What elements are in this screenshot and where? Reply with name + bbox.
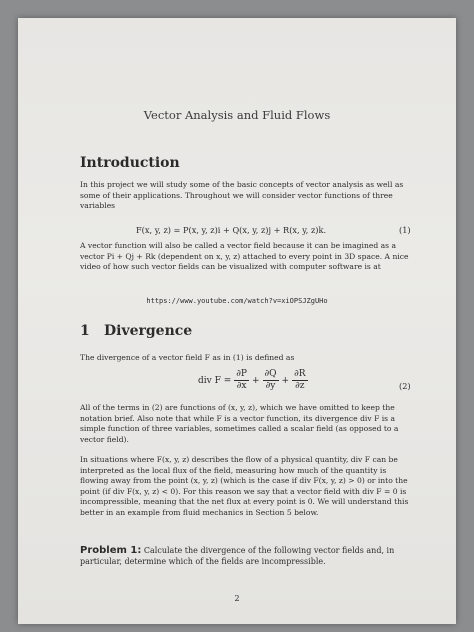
intro-paragraph-2: A vector function will also be called a vector field because it can be imagined as a vector Pi + Qj + Rk (dependent on x, y, z) attached to every point in 3D space. A nice video of how such vector fields can be visualized with computer software is at — [80, 241, 409, 272]
equation-1-number: (1) — [399, 225, 411, 235]
problem-text: Calculate the divergence of the following vector fields and, in particular, determine which of the fields are incompressible. — [80, 546, 395, 566]
fraction-dr-dz — [292, 369, 307, 392]
fraction-dq-dy — [263, 369, 279, 392]
divergence-paragraph-1: The divergence of a vector field F as in (1) is defined as — [80, 353, 295, 362]
page-number: 2 — [234, 594, 240, 603]
fraction-numerator: ∂R — [294, 369, 306, 379]
problem-label: Problem 1: — [80, 545, 142, 556]
fraction-dp-dx — [234, 369, 249, 392]
document-page — [18, 18, 456, 624]
plus-sign: + — [281, 375, 290, 386]
equation-2 — [198, 369, 311, 392]
equation-1: F(x, y, z) = P(x, y, z)i + Q(x, y, z)j + R(x, y, z)k. — [136, 225, 327, 235]
section-heading-divergence: Divergence — [104, 323, 193, 339]
fraction-denominator: ∂x — [236, 381, 247, 391]
intro-paragraph-1: In this project we will study some of the basic concepts of vector analysis as well as some of their applications. Throughout we will consider vector functions of three variables — [80, 180, 404, 211]
equation-2-lhs: div F = — [198, 375, 232, 386]
video-link[interactable]: https://www.youtube.com/watch?v=xiOPSJZgUHo — [146, 297, 328, 305]
document-title: Vector Analysis and Fluid Flows — [143, 108, 331, 122]
fraction-denominator: ∂z — [295, 381, 305, 391]
fraction-numerator: ∂Q — [264, 369, 277, 379]
problem-1 — [80, 545, 420, 567]
section-number: 1 — [80, 323, 90, 339]
plus-sign: + — [251, 375, 260, 386]
fraction-numerator: ∂P — [236, 369, 247, 379]
divergence-paragraph-2: All of the terms in (2) are functions of (x, y, z), which we have omitted to keep the notation brief. Also note that while F is a vector function, its divergence div F is a simple function of three variables, sometimes called a scalar field (as opposed to a vector field). — [80, 403, 399, 444]
divergence-paragraph-3: In situations where F(x, y, z) describes the flow of a physical quantity, div F can be interpreted as the local flux of the field, measuring how much of the quantity is flowing away from the point (x, y, z) (which is the case if div F(x, y, z) > 0) or into the point (if div F(x, y, z) < 0). For this reason we say that a vector field with div F = 0 is incompressible, meaning that the net flux at every point is 0. We will understand this better in an example from fluid mechanics in Section 5 below. — [80, 455, 409, 517]
fraction-denominator: ∂y — [265, 381, 276, 391]
section-heading-introduction: Introduction — [80, 155, 180, 171]
equation-2-number: (2) — [399, 381, 411, 391]
